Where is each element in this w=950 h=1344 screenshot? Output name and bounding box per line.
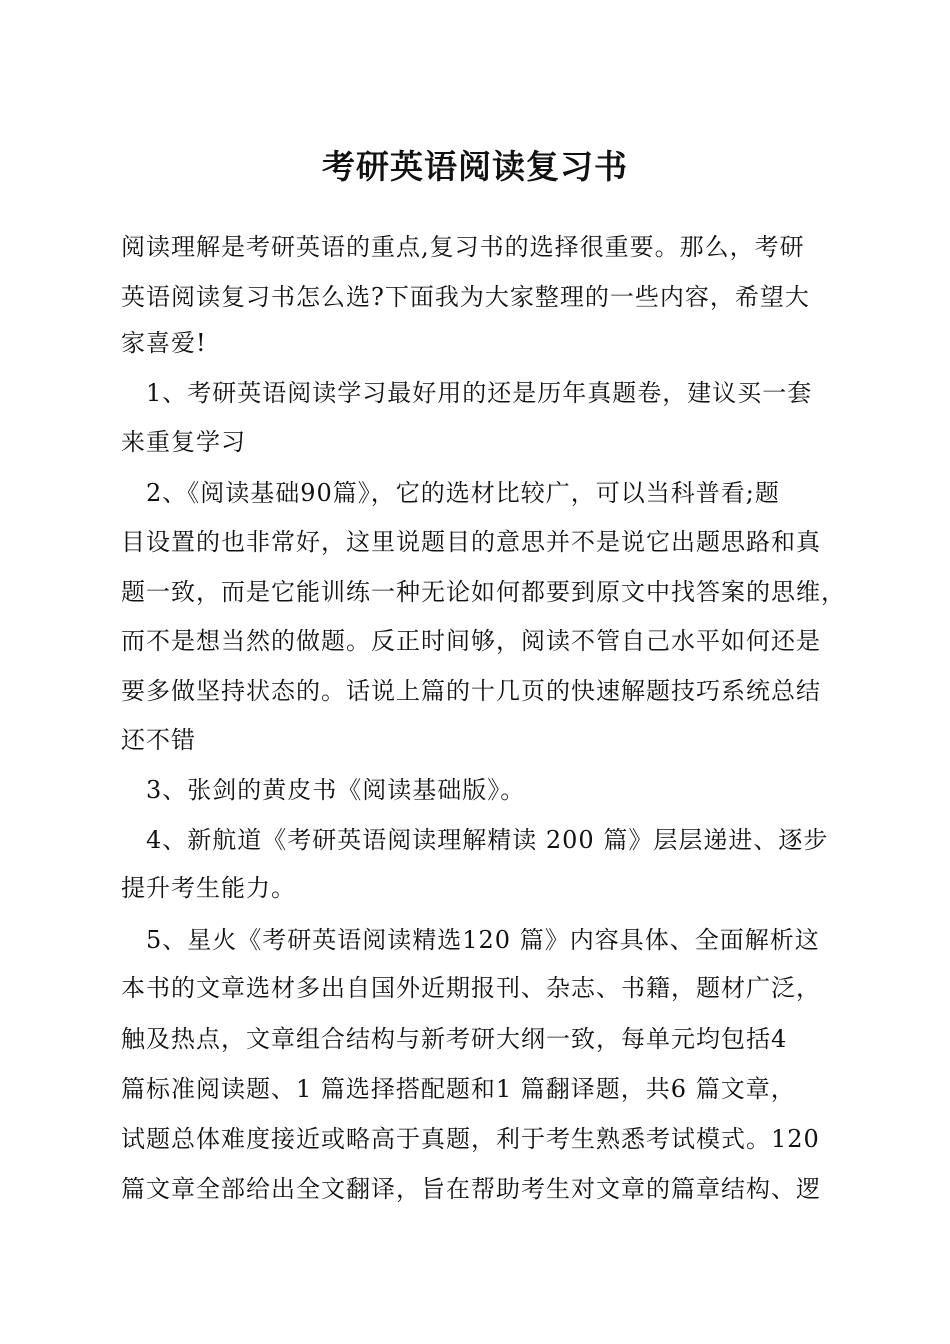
body-line: 还不错 (121, 726, 196, 754)
body-line: 而不是想当然的做题。反正时间够，阅读不管自己水平如何还是 (121, 627, 821, 655)
body-line: 来重复学习 (121, 428, 246, 456)
body-line: 篇标准阅读题、1 篇选择搭配题和1 篇翻译题，共6 篇文章， (121, 1075, 796, 1103)
body-line: 4、新航道《考研英语阅读理解精读 200 篇》层层递进、逐步 (121, 826, 829, 854)
body-line: 3、张剑的黄皮书《阅读基础版》。 (121, 776, 526, 804)
body-line: 篇文章全部给出全文翻译，旨在帮助考生对文章的篇章结构、逻 (121, 1175, 821, 1203)
body-line: 家喜爱! (121, 329, 207, 357)
body-line: 2、《阅读基础90篇》，它的选材比较广，可以当科普看;题 (121, 479, 780, 507)
body-line: 触及热点，文章组合结构与新考研大纲一致，每单元均包括4 (121, 1025, 788, 1053)
body-line: 目设置的也非常好，这里说题目的意思并不是说它出题思路和真 (121, 528, 821, 556)
body-line: 5、星火《考研英语阅读精选120 篇》内容具体、全面解析这 (121, 926, 820, 954)
body-line: 试题总体难度接近或略高于真题，利于考生熟悉考试模式。120 (121, 1125, 820, 1153)
body-line: 英语阅读复习书怎么选?下面我为大家整理的一些内容，希望大 (121, 283, 810, 311)
body-line: 本书的文章选材多出自国外近期报刊、杂志、书籍，题材广泛， (121, 974, 821, 1002)
body-line: 提升考生能力。 (121, 874, 296, 902)
body-line: 阅读理解是考研英语的重点,复习书的选择很重要。那么，考研 (121, 233, 805, 261)
body-line: 题一致，而是它能训练一种无论如何都要到原文中找答案的思维， (121, 578, 846, 606)
body-line: 1、考研英语阅读学习最好用的还是历年真题卷，建议买一套 (121, 379, 813, 407)
document-title: 考研英语阅读复习书 (322, 147, 628, 186)
body-line: 要多做坚持状态的。话说上篇的十几页的快速解题技巧系统总结 (121, 677, 821, 705)
